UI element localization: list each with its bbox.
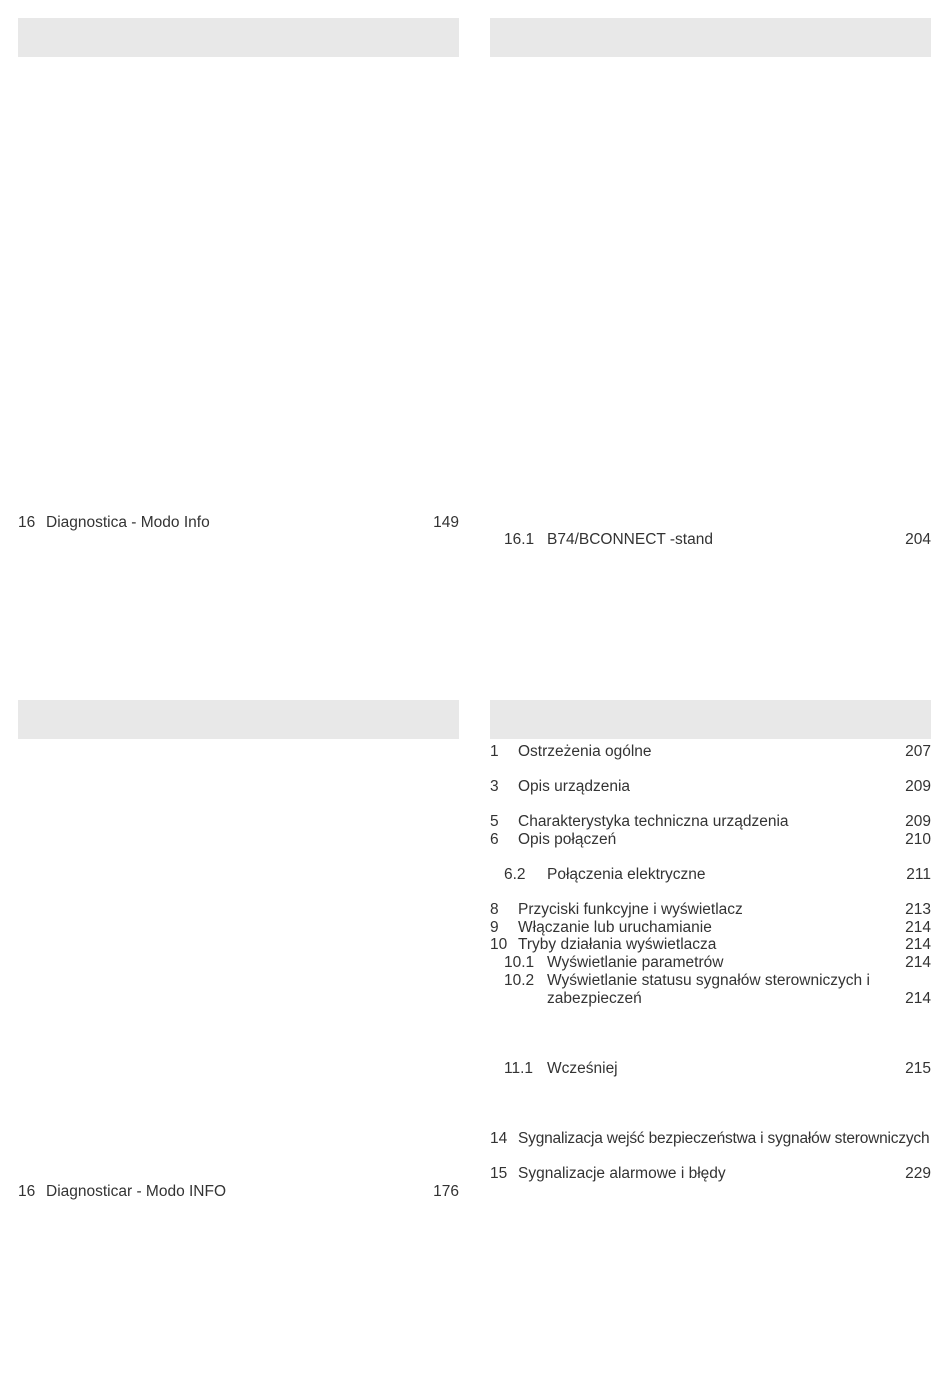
toc-entry-number: 10 — [490, 936, 508, 953]
toc-entry-title: Ostrzeżenia ogólne — [518, 743, 652, 760]
toc-entry[interactable] — [490, 831, 931, 849]
toc-entry[interactable] — [490, 901, 931, 919]
toc-entry-title: Tryby działania wyświetlacza — [518, 936, 717, 953]
toc-entry-number: 14 — [490, 1130, 508, 1147]
toc-entry-page: 211 — [906, 866, 931, 883]
toc-entry[interactable] — [490, 1060, 931, 1078]
header-bar-bottom-left — [18, 700, 459, 739]
toc-entry[interactable] — [490, 954, 931, 972]
toc-entry[interactable] — [490, 778, 931, 796]
toc-entry-number: 10.2 — [504, 972, 535, 989]
toc-entry-page: 229 — [905, 1165, 931, 1182]
toc-entry-title: Opis urządzenia — [518, 778, 631, 795]
toc-entry-page: 176 — [433, 1183, 459, 1200]
toc-entry-page: 215 — [905, 1060, 931, 1077]
toc-entry[interactable] — [18, 1183, 459, 1201]
toc-entry-page: 213 — [905, 901, 931, 918]
toc-entry-title: Wyświetlanie parametrów — [547, 954, 724, 971]
toc-entry-number: 16.1 — [504, 531, 535, 548]
toc-entry[interactable] — [490, 1165, 931, 1183]
toc-entry-number: 6 — [490, 831, 499, 848]
toc-entry-number: 15 — [490, 1165, 508, 1182]
toc-entry-number: 5 — [490, 813, 499, 830]
toc-entry-number: 16 — [18, 1183, 36, 1200]
toc-entry-number: 6.2 — [504, 866, 526, 883]
header-bar-top-right — [490, 18, 931, 57]
toc-entry-number: 8 — [490, 901, 499, 918]
toc-entry[interactable] — [490, 1130, 931, 1148]
toc-entry[interactable] — [18, 514, 459, 532]
toc-entry[interactable] — [490, 972, 931, 1008]
toc-entry-page: 214 — [905, 990, 931, 1007]
toc-entry-title: Połączenia elektryczne — [547, 866, 706, 883]
toc-entry-number: 1 — [490, 743, 499, 760]
toc-entry-title: Sygnalizacja wejść bezpieczeństwa i sygnałów sterowniczych — [518, 1130, 930, 1147]
toc-entry-title: Diagnostica - Modo Info — [46, 514, 210, 531]
toc-entry-title: Wyświetlanie statusu sygnałów sterowniczych i zabezpieczeń — [547, 972, 870, 1007]
toc-entry-title: B74/BCONNECT -stand — [547, 531, 713, 548]
toc-entry[interactable] — [490, 919, 931, 937]
toc-entry[interactable] — [490, 743, 931, 761]
toc-entry-title: Przyciski funkcyjne i wyświetlacz — [518, 901, 743, 918]
toc-entry-page: 207 — [905, 743, 931, 760]
toc-entry-page: 204 — [905, 531, 931, 548]
toc-entry-number: 16 — [18, 514, 36, 531]
toc-entry-page: 214 — [905, 954, 931, 971]
toc-entry[interactable] — [490, 813, 931, 831]
toc-entry[interactable] — [490, 866, 931, 884]
toc-entry-page: 214 — [905, 919, 931, 936]
toc-entry-number: 11.1 — [504, 1060, 534, 1077]
header-bar-top-left — [18, 18, 459, 57]
toc-entry-number: 9 — [490, 919, 499, 936]
toc-entry-title: Sygnalizacje alarmowe i błędy — [518, 1165, 726, 1182]
toc-entry-page: 149 — [433, 514, 459, 531]
toc-entry-title: Charakterystyka techniczna urządzenia — [518, 813, 789, 830]
toc-entry-title: Wcześniej — [547, 1060, 618, 1077]
toc-entry-number: 10.1 — [504, 954, 535, 971]
toc-entry-title: Opis połączeń — [518, 831, 617, 848]
header-bar-bottom-right — [490, 700, 931, 739]
toc-entry-page: 210 — [905, 831, 931, 848]
toc-entry-page: 209 — [905, 813, 931, 830]
toc-entry-number: 3 — [490, 778, 499, 795]
toc-entry-title: Włączanie lub uruchamianie — [518, 919, 712, 936]
toc-entry-page: 209 — [905, 778, 931, 795]
toc-entry-page: 214 — [905, 936, 931, 953]
toc-entry[interactable] — [490, 936, 931, 954]
toc-entry[interactable] — [490, 531, 931, 549]
toc-entry-title: Diagnosticar - Modo INFO — [46, 1183, 227, 1200]
